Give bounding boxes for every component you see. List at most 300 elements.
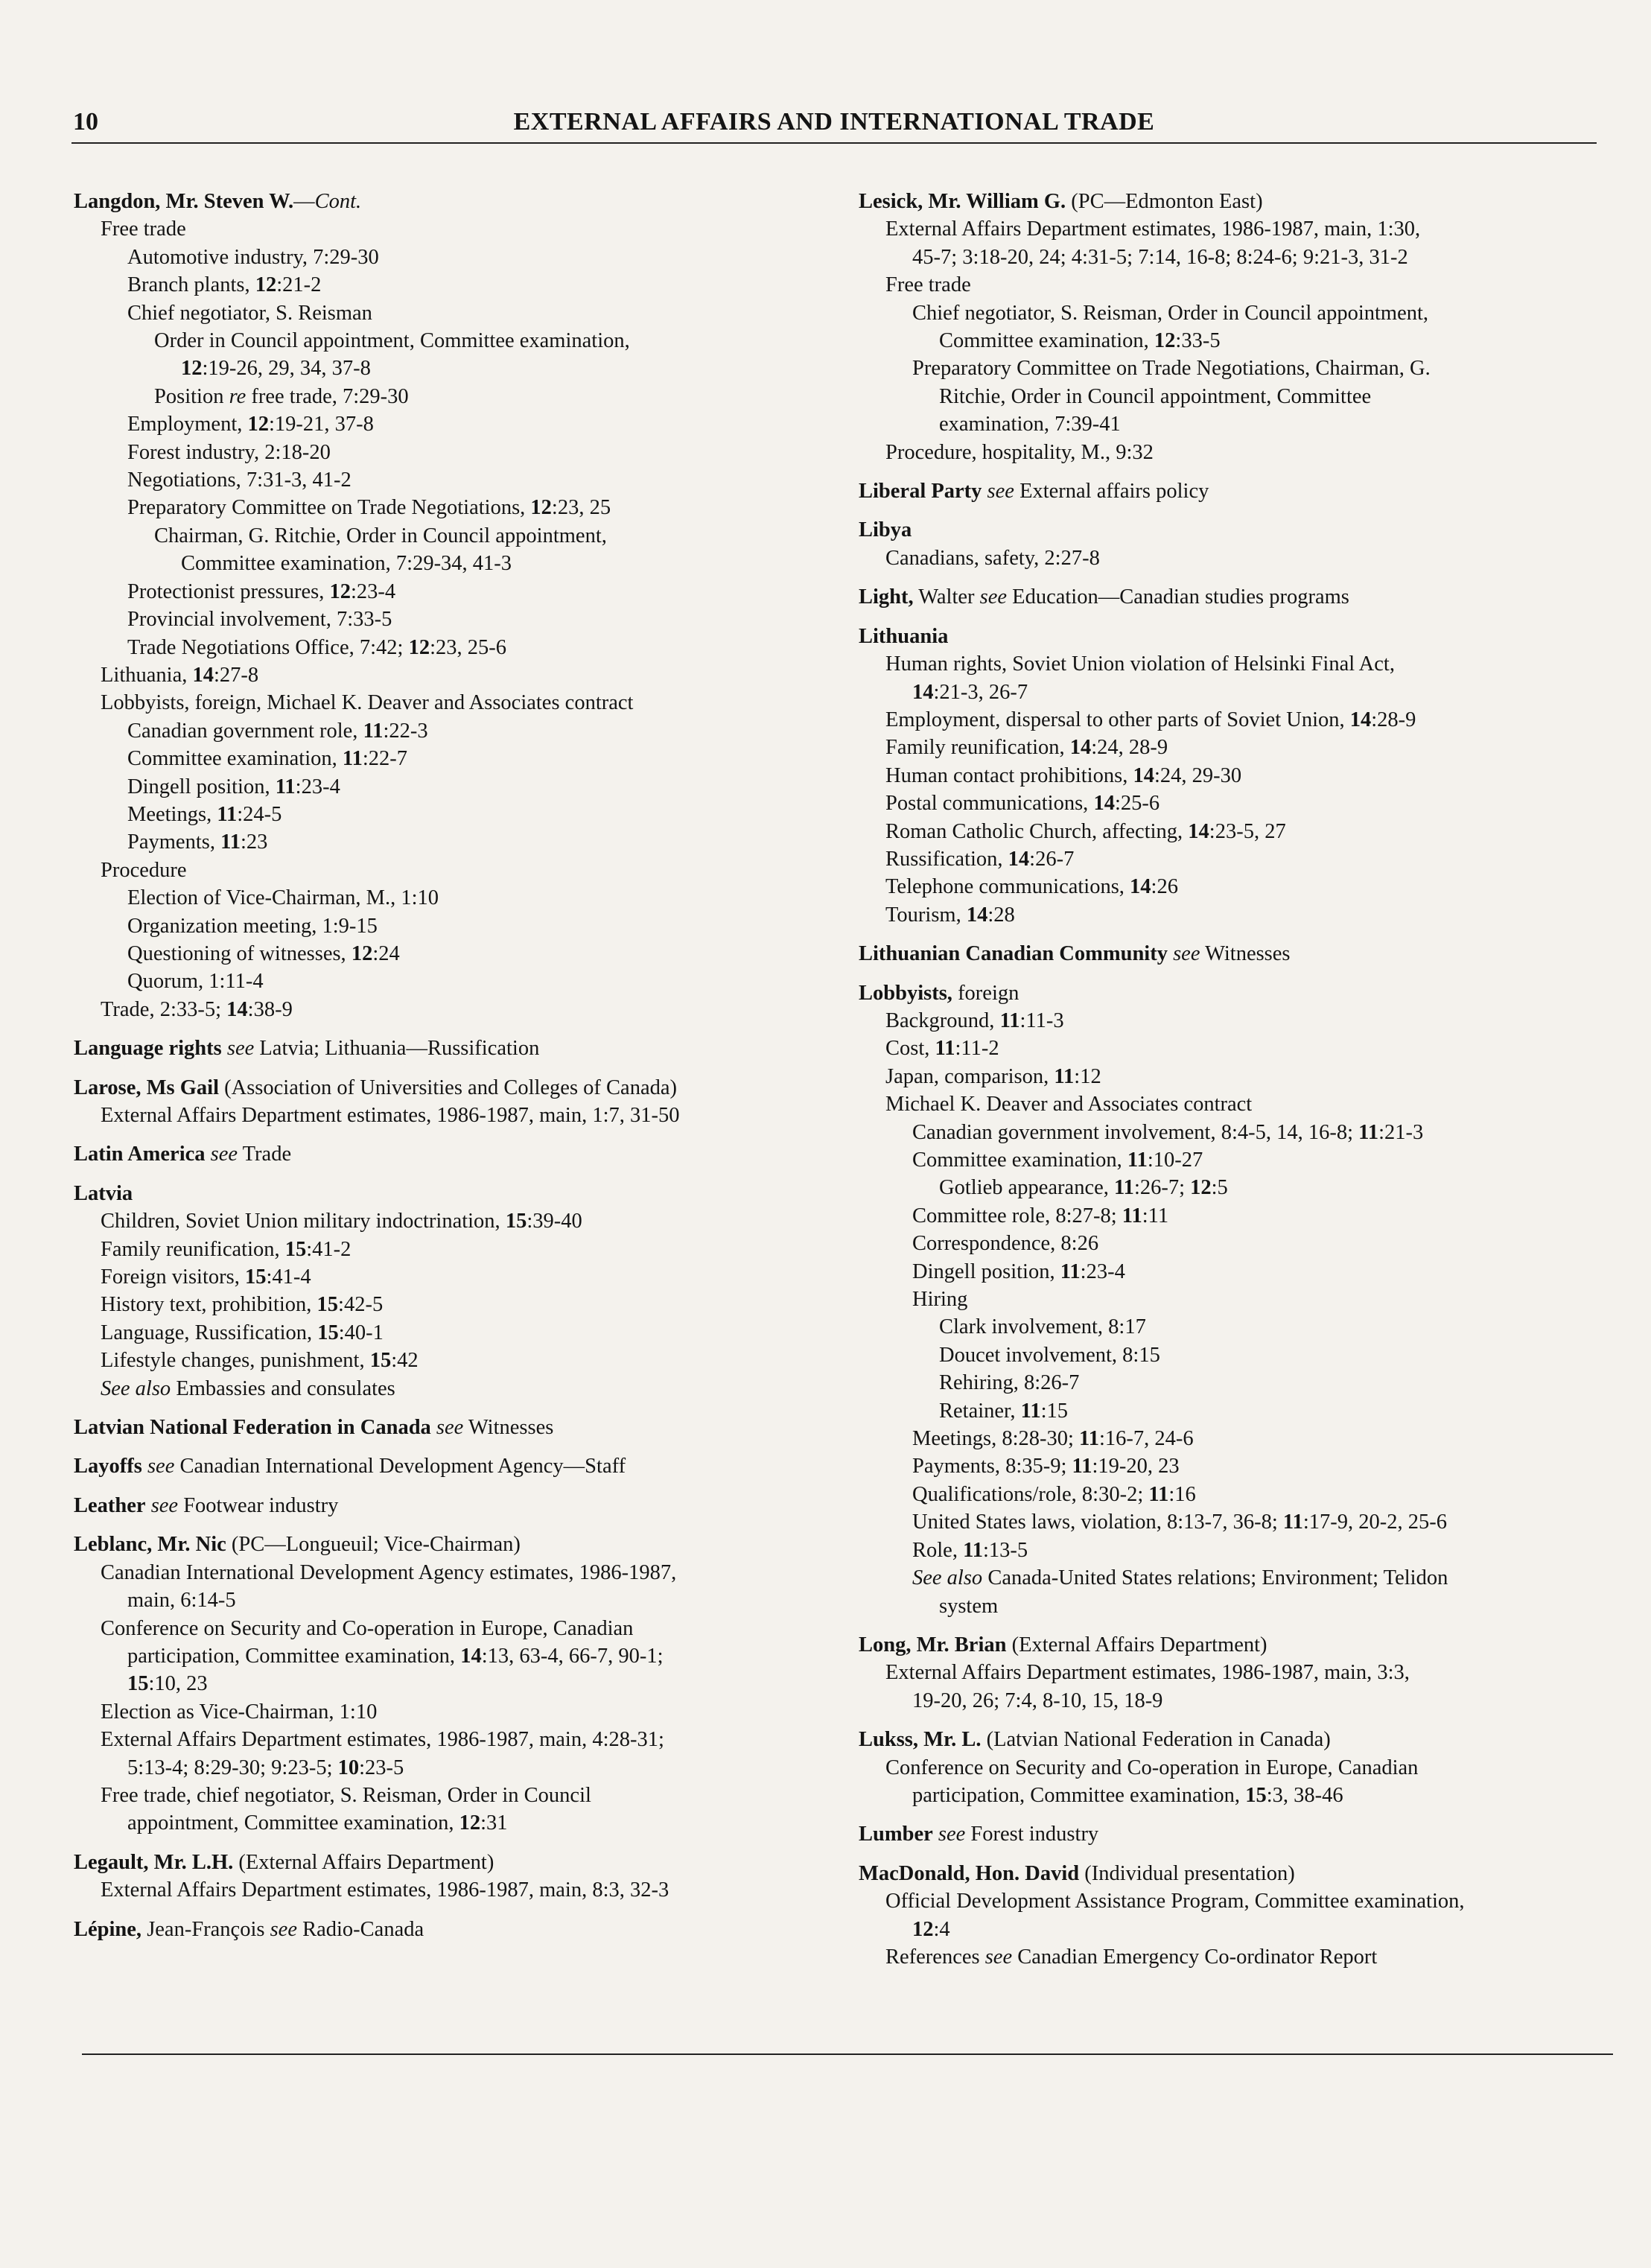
- entry-text: :19-21, 37-8: [268, 413, 374, 436]
- entry-text: Family reunification,: [101, 1237, 285, 1261]
- entry-text: :31: [480, 1811, 508, 1835]
- entry-text: 11: [1282, 1511, 1303, 1534]
- entry-text: Correspondence, 8:26: [912, 1232, 1099, 1256]
- bottom-rule: [82, 2053, 1613, 2055]
- index-entry: [74, 1035, 848, 1062]
- entry-text: Lukss, Mr. L.: [859, 1728, 982, 1752]
- entry-text: 14: [1349, 708, 1372, 731]
- entry-text: 11: [1358, 1120, 1379, 1144]
- entry-text: Quorum, 1:11-4: [127, 970, 264, 994]
- entry-subline: [859, 1592, 1618, 1620]
- entry-subline: [74, 410, 848, 438]
- entry-text: Walter: [913, 585, 980, 609]
- index-entry: [74, 1140, 848, 1168]
- entry-text: 11: [1060, 1260, 1081, 1283]
- entry-text: Lithuania,: [101, 663, 193, 687]
- index-entry: [859, 940, 1618, 968]
- entry-text: Canadians, safety, 2:27-8: [885, 546, 1100, 570]
- entry-text: 11: [217, 802, 238, 826]
- entry-heading: [74, 1414, 848, 1441]
- entry-text: [206, 1143, 211, 1166]
- entry-subline: [74, 327, 848, 355]
- entry-subline: [859, 1202, 1618, 1230]
- entry-text: 11: [1122, 1204, 1142, 1227]
- entry-heading: [859, 940, 1618, 968]
- entry-text: Layoffs: [74, 1455, 142, 1478]
- entry-subline: [859, 1425, 1618, 1452]
- entry-subline: [859, 1754, 1618, 1782]
- entry-text: 10: [337, 1756, 360, 1779]
- entry-text: see: [226, 1037, 255, 1061]
- entry-text: Committee examination,: [127, 747, 343, 771]
- entry-text: Negotiations, 7:31-3, 41-2: [127, 468, 351, 492]
- index-entry: [859, 1860, 1618, 1972]
- entry-subline: [74, 1754, 848, 1782]
- entry-text: :33-5: [1175, 329, 1221, 353]
- entry-text: Canada-United States relations; Environment; Telidon: [982, 1566, 1448, 1590]
- entry-subline: [859, 1659, 1618, 1686]
- entry-subline: [74, 271, 848, 299]
- entry-subline: [859, 1537, 1618, 1564]
- entry-subline: [859, 1313, 1618, 1341]
- entry-text: :24, 29-30: [1154, 763, 1242, 787]
- entry-subline: [74, 1236, 848, 1263]
- entry-text: Chairman, G. Ritchie, Order in Council appointment,: [154, 524, 607, 547]
- index-entry: [859, 623, 1618, 929]
- entry-text: :24, 28-9: [1091, 736, 1168, 760]
- entry-subline: [74, 1559, 848, 1586]
- entry-text: :19-26, 29, 34, 37-8: [202, 357, 371, 381]
- entry-text: External Affairs Department estimates, 1986-1987, main, 4:28-31;: [101, 1728, 664, 1752]
- entry-text: 15: [244, 1265, 267, 1289]
- entry-text: Children, Soviet Union military indoctrination,: [101, 1210, 506, 1233]
- entry-text: Michael K. Deaver and Associates contract: [885, 1093, 1253, 1116]
- entry-text: Human rights, Soviet Union violation of Helsinki Final Act,: [885, 652, 1395, 676]
- entry-subline: [74, 215, 848, 243]
- entry-subline: [74, 1809, 848, 1837]
- entry-text: 12: [1154, 329, 1176, 353]
- entry-text: :26-7;: [1133, 1176, 1191, 1200]
- entry-text: :10, 23: [148, 1672, 208, 1696]
- entry-subline: [859, 1258, 1618, 1286]
- entry-text: :27-8: [213, 663, 259, 687]
- entry-text: 11: [1020, 1399, 1041, 1423]
- index-entry: [859, 188, 1618, 466]
- entry-text: External Affairs Department estimates, 1986-1987, main, 3:3,: [885, 1661, 1410, 1685]
- index-entry: [859, 583, 1618, 611]
- entry-heading: [859, 1860, 1618, 1887]
- index-column-left: [74, 188, 848, 1954]
- entry-text: Retainer,: [939, 1399, 1021, 1423]
- entry-text: Automotive industry, 7:29-30: [127, 245, 379, 269]
- entry-subline: [74, 1347, 848, 1374]
- entry-subline: [74, 717, 848, 745]
- entry-text: see: [1173, 942, 1200, 966]
- entry-text: External Affairs Department estimates, 1986-1987, main, 8:3, 32-3: [101, 1878, 669, 1902]
- entry-subline: [74, 439, 848, 466]
- entry-subline: [74, 912, 848, 940]
- entry-subline: [74, 299, 848, 327]
- entry-text: Election as Vice-Chairman, 1:10: [101, 1700, 378, 1724]
- entry-subline: [859, 1564, 1618, 1592]
- entry-text: 11: [220, 830, 241, 854]
- entry-subline: [859, 327, 1618, 355]
- entry-text: :23, 25-6: [430, 635, 506, 659]
- entry-heading: [859, 516, 1618, 544]
- entry-text: Chief negotiator, S. Reisman, Order in Council appointment,: [912, 301, 1429, 325]
- entry-text: appointment, Committee examination,: [127, 1811, 459, 1835]
- entry-subline: [74, 244, 848, 271]
- entry-text: (Individual presentation): [1079, 1861, 1295, 1885]
- entry-text: Forest industry, 2:18-20: [127, 440, 331, 464]
- entry-text: Official Development Assistance Program, Committee examination,: [885, 1890, 1465, 1913]
- entry-subline: [74, 1670, 848, 1697]
- entry-text: 15: [316, 1293, 339, 1317]
- entry-text: 14: [1133, 763, 1154, 787]
- entry-subline: [859, 1090, 1618, 1118]
- entry-text: Larose, Ms Gail: [74, 1076, 220, 1099]
- entry-text: United States laws, violation, 8:13-7, 36-8;: [912, 1511, 1283, 1534]
- entry-text: Payments, 8:35-9;: [912, 1455, 1072, 1478]
- entry-text: Japan, comparison,: [885, 1064, 1054, 1088]
- index-entry: [859, 477, 1618, 505]
- entry-text: Position: [154, 384, 229, 408]
- entry-text: Leather: [74, 1493, 146, 1517]
- entry-text: (PC—Edmonton East): [1066, 190, 1263, 213]
- entry-subline: [859, 355, 1618, 382]
- entry-text: :17-9, 20-2, 25-6: [1302, 1511, 1447, 1534]
- entry-text: Employment,: [127, 413, 248, 436]
- entry-text: Protectionist pressures,: [127, 579, 330, 603]
- entry-text: Employment, dispersal to other parts of Soviet Union,: [885, 708, 1350, 731]
- entry-text: :40-1: [338, 1321, 384, 1344]
- entry-text: External affairs policy: [1014, 480, 1209, 504]
- entry-text: 11: [935, 1037, 955, 1061]
- entry-subline: [74, 940, 848, 968]
- index-entry: [74, 1916, 848, 1943]
- entry-text: see: [436, 1416, 464, 1440]
- entry-subline: [859, 1481, 1618, 1508]
- entry-text: 15: [127, 1672, 149, 1696]
- entry-subline: [74, 578, 848, 606]
- entry-subline: [859, 1286, 1618, 1313]
- entry-text: Footwear industry: [178, 1493, 339, 1517]
- entry-text: 12: [912, 1917, 934, 1941]
- entry-subline: [859, 1943, 1618, 1971]
- entry-subline: [859, 1007, 1618, 1035]
- entry-text: Russification,: [885, 847, 1008, 871]
- entry-text: :12: [1074, 1064, 1101, 1088]
- entry-subline: [74, 383, 848, 410]
- entry-heading: [74, 1916, 848, 1943]
- entry-text: Lobbyists,: [859, 981, 952, 1005]
- entry-text: Latvian National Federation in Canada: [74, 1416, 431, 1440]
- entry-text: Meetings, 8:28-30;: [912, 1427, 1080, 1451]
- entry-subline: [859, 215, 1618, 243]
- entry-text: Free trade, chief negotiator, S. Reisman, Order in Council: [101, 1783, 591, 1807]
- entry-text: References: [885, 1945, 985, 1969]
- entry-text: Lépine,: [74, 1917, 142, 1941]
- entry-subline: [74, 884, 848, 912]
- entry-text: see: [938, 1823, 966, 1846]
- entry-text: 14: [912, 680, 934, 704]
- entry-text: system: [939, 1594, 999, 1618]
- entry-text: [146, 1494, 151, 1517]
- entry-text: :42: [391, 1349, 419, 1373]
- entry-text: :5: [1211, 1176, 1228, 1200]
- entry-text: 45-7; 3:18-20, 24; 4:31-5; 7:14, 16-8; 8:24-6; 9:21-3, 31-2: [912, 245, 1408, 269]
- entry-text: Clark involvement, 8:17: [939, 1315, 1146, 1339]
- entry-text: Organization meeting, 1:9-15: [127, 914, 378, 938]
- entry-text: Legault, Mr. L.H.: [74, 1850, 234, 1874]
- entry-subline: [859, 544, 1618, 572]
- entry-text: [142, 1455, 147, 1478]
- entry-heading: [74, 1452, 848, 1480]
- entry-text: Latvia; Lithuania—Russification: [254, 1037, 540, 1061]
- entry-subline: [859, 383, 1618, 410]
- entry-text: 12: [530, 496, 552, 520]
- entry-text: :42-5: [338, 1293, 384, 1317]
- entry-text: See also: [912, 1566, 983, 1590]
- entry-text: :13-5: [983, 1538, 1028, 1562]
- entry-text: (PC—Longueuil; Vice-Chairman): [226, 1533, 521, 1557]
- entry-text: 12: [459, 1811, 481, 1835]
- entry-text: Questioning of witnesses,: [127, 941, 351, 965]
- entry-subline: [74, 466, 848, 494]
- entry-text: Lesick, Mr. William G.: [859, 190, 1066, 213]
- entry-subline: [74, 1319, 848, 1347]
- page-title: EXTERNAL AFFAIRS AND INTERNATIONAL TRADE: [513, 108, 1155, 136]
- entry-text: 12: [408, 635, 430, 659]
- entry-heading: [74, 188, 848, 215]
- entry-subline: [74, 1698, 848, 1726]
- index-entry: [74, 1492, 848, 1519]
- entry-text: :41-4: [266, 1265, 311, 1289]
- entry-text: Ritchie, Order in Council appointment, Committee: [939, 384, 1372, 408]
- entry-subline: [859, 1146, 1618, 1174]
- entry-text: free trade, 7:29-30: [246, 384, 409, 408]
- entry-subline: [859, 901, 1618, 929]
- entry-text: :21-2: [276, 273, 322, 297]
- entry-text: Lobbyists, foreign, Michael K. Deaver and Associates contract: [101, 691, 634, 715]
- entry-text: 11: [1079, 1427, 1099, 1451]
- entry-heading: [859, 583, 1618, 611]
- entry-text: Free trade: [101, 217, 186, 241]
- entry-text: :24: [372, 941, 400, 965]
- entry-text: Tourism,: [885, 903, 967, 927]
- entry-text: Latvia: [74, 1181, 133, 1205]
- entry-text: History text, prohibition,: [101, 1293, 317, 1317]
- entry-text: 11: [1072, 1455, 1092, 1478]
- entry-text: Background,: [885, 1008, 1000, 1032]
- entry-text: Human contact prohibitions,: [885, 763, 1133, 787]
- entry-text: :16-7, 24-6: [1098, 1427, 1194, 1451]
- entry-text: :13, 63-4, 66-7, 90-1;: [481, 1644, 664, 1668]
- index-entry: [74, 1531, 848, 1837]
- entry-text: participation, Committee examination,: [912, 1783, 1246, 1807]
- entry-text: (Association of Universities and Colleges of Canada): [219, 1076, 677, 1099]
- entry-text: 14: [1008, 847, 1030, 871]
- entry-text: Education—Canadian studies programs: [1007, 585, 1349, 609]
- entry-heading: [74, 1531, 848, 1558]
- entry-text: Trade Negotiations Office, 7:42;: [127, 635, 409, 659]
- entry-subline: [74, 1102, 848, 1129]
- entry-text: :11-2: [955, 1037, 999, 1061]
- entry-text: Hiring: [912, 1288, 968, 1312]
- entry-text: Dingell position,: [127, 775, 276, 798]
- entry-heading: [859, 1820, 1618, 1848]
- index-entry: [74, 1849, 848, 1905]
- entry-subline: [859, 762, 1618, 790]
- entry-text: :23: [241, 830, 268, 854]
- entry-text: Language rights: [74, 1037, 222, 1061]
- running-header: [71, 108, 1597, 144]
- entry-subline: [74, 355, 848, 382]
- entry-text: :23, 25: [551, 496, 611, 520]
- entry-subline: [74, 494, 848, 521]
- entry-text: Lithuania: [859, 624, 949, 648]
- entry-text: Free trade: [885, 273, 971, 297]
- entry-text: Canadian International Development Agency estimates, 1986-1987,: [101, 1560, 677, 1584]
- entry-text: :15: [1040, 1399, 1069, 1423]
- index-entry: [859, 1631, 1618, 1715]
- entry-text: 15: [1245, 1783, 1267, 1807]
- entry-subline: [74, 1207, 848, 1235]
- entry-text: Committee examination,: [912, 1149, 1127, 1172]
- entry-text: MacDonald, Hon. David: [859, 1861, 1080, 1885]
- entry-text: Roman Catholic Church, affecting,: [885, 819, 1189, 843]
- entry-text: Postal communications,: [885, 792, 1094, 816]
- entry-subline: [859, 706, 1618, 734]
- entry-text: Chief negotiator, S. Reisman: [127, 301, 372, 325]
- entry-heading: [74, 1140, 848, 1168]
- entry-text: Foreign visitors,: [101, 1265, 245, 1289]
- index-entry: [74, 1452, 848, 1480]
- entry-text: Meetings,: [127, 802, 217, 826]
- entry-text: :16: [1168, 1482, 1196, 1506]
- entry-text: :19-20, 23: [1092, 1455, 1180, 1478]
- entry-subline: [74, 1586, 848, 1614]
- entry-subline: [859, 410, 1618, 438]
- entry-text: examination, 7:39-41: [939, 413, 1121, 436]
- entry-text: Liberal Party: [859, 480, 982, 504]
- entry-text: 14: [1130, 875, 1151, 899]
- entry-text: see: [270, 1917, 297, 1941]
- entry-text: 11: [275, 775, 296, 798]
- index-entry: [859, 516, 1618, 572]
- entry-text: (External Affairs Department): [233, 1850, 494, 1874]
- entry-text: Committee role, 8:27-8;: [912, 1204, 1122, 1227]
- entry-subline: [859, 1174, 1618, 1201]
- entry-text: Branch plants,: [127, 273, 255, 297]
- entry-text: see: [150, 1493, 179, 1517]
- entry-text: see: [147, 1455, 175, 1478]
- entry-heading: [859, 623, 1618, 650]
- entry-text: 14: [1188, 819, 1209, 843]
- entry-text: Role,: [912, 1538, 964, 1562]
- entry-subline: [859, 1035, 1618, 1062]
- entry-text: See also: [101, 1376, 171, 1400]
- entry-text: (Latvian National Federation in Canada): [981, 1728, 1331, 1752]
- entry-text: Witnesses: [463, 1416, 554, 1440]
- entry-subline: [859, 1369, 1618, 1397]
- entry-heading: [74, 1849, 848, 1876]
- entry-text: :28-9: [1371, 708, 1416, 731]
- entry-text: 11: [342, 747, 363, 771]
- entry-text: Lifestyle changes, punishment,: [101, 1349, 370, 1373]
- entry-subline: [74, 1615, 848, 1642]
- entry-text: [933, 1823, 938, 1846]
- entry-subline: [74, 1375, 848, 1403]
- entry-text: 11: [1127, 1149, 1148, 1172]
- entry-text: :26-7: [1029, 847, 1075, 871]
- entry-text: Doucet involvement, 8:15: [939, 1343, 1160, 1367]
- entry-subline: [859, 299, 1618, 327]
- entry-subline: [859, 1916, 1618, 1943]
- entry-text: Embassies and consulates: [171, 1376, 395, 1400]
- entry-text: Gotlieb appearance,: [939, 1176, 1114, 1200]
- index-entry: [74, 188, 848, 1023]
- entry-text: :4: [933, 1917, 950, 1941]
- entry-subline: [74, 689, 848, 717]
- entry-text: 15: [505, 1210, 527, 1233]
- entry-text: :39-40: [527, 1210, 582, 1233]
- entry-text: :10-27: [1147, 1149, 1203, 1172]
- entry-text: Rehiring, 8:26-7: [939, 1371, 1080, 1395]
- entry-text: Trade, 2:33-5;: [101, 997, 227, 1021]
- entry-text: :23-4: [351, 579, 396, 603]
- entry-text: Light,: [859, 585, 914, 609]
- entry-subline: [74, 1263, 848, 1291]
- entry-text: [982, 480, 987, 503]
- entry-text: Libya: [859, 518, 912, 542]
- entry-subline: [74, 1291, 848, 1318]
- entry-subline: [74, 996, 848, 1023]
- entry-text: :23-4: [1080, 1260, 1125, 1283]
- entry-subline: [859, 1063, 1618, 1090]
- entry-subline: [859, 439, 1618, 466]
- entry-text: :38-9: [247, 997, 293, 1021]
- index-entry: [859, 979, 1618, 1620]
- entry-text: Canadian International Development Agency—Staff: [174, 1455, 626, 1478]
- entry-text: 12: [181, 357, 203, 381]
- entry-subline: [74, 968, 848, 995]
- entry-text: 15: [369, 1349, 392, 1373]
- entry-subline: [74, 522, 848, 550]
- entry-heading: [74, 1074, 848, 1102]
- entry-subline: [859, 734, 1618, 761]
- index-column-right: [859, 188, 1618, 1982]
- entry-heading: [74, 1492, 848, 1519]
- entry-text: (External Affairs Department): [1006, 1633, 1267, 1656]
- entry-text: Langdon, Mr. Steven W.: [74, 190, 294, 213]
- entry-text: see: [987, 480, 1014, 504]
- entry-text: [431, 1416, 436, 1439]
- entry-text: Lithuanian Canadian Community: [859, 942, 1168, 966]
- entry-text: 14: [1069, 736, 1092, 760]
- entry-text: :28: [987, 903, 1015, 927]
- entry-text: :41-2: [306, 1237, 351, 1261]
- entry-text: Procedure, hospitality, M., 9:32: [885, 440, 1154, 464]
- entry-heading: [859, 1726, 1618, 1753]
- entry-text: :21-3: [1378, 1120, 1424, 1144]
- entry-text: Leblanc, Mr. Nic: [74, 1533, 226, 1557]
- entry-text: 5:13-4; 8:29-30; 9:23-5;: [127, 1756, 338, 1779]
- entry-subline: [859, 650, 1618, 678]
- entry-subline: [74, 550, 848, 577]
- entry-subline: [859, 1452, 1618, 1480]
- entry-text: Language, Russification,: [101, 1321, 318, 1344]
